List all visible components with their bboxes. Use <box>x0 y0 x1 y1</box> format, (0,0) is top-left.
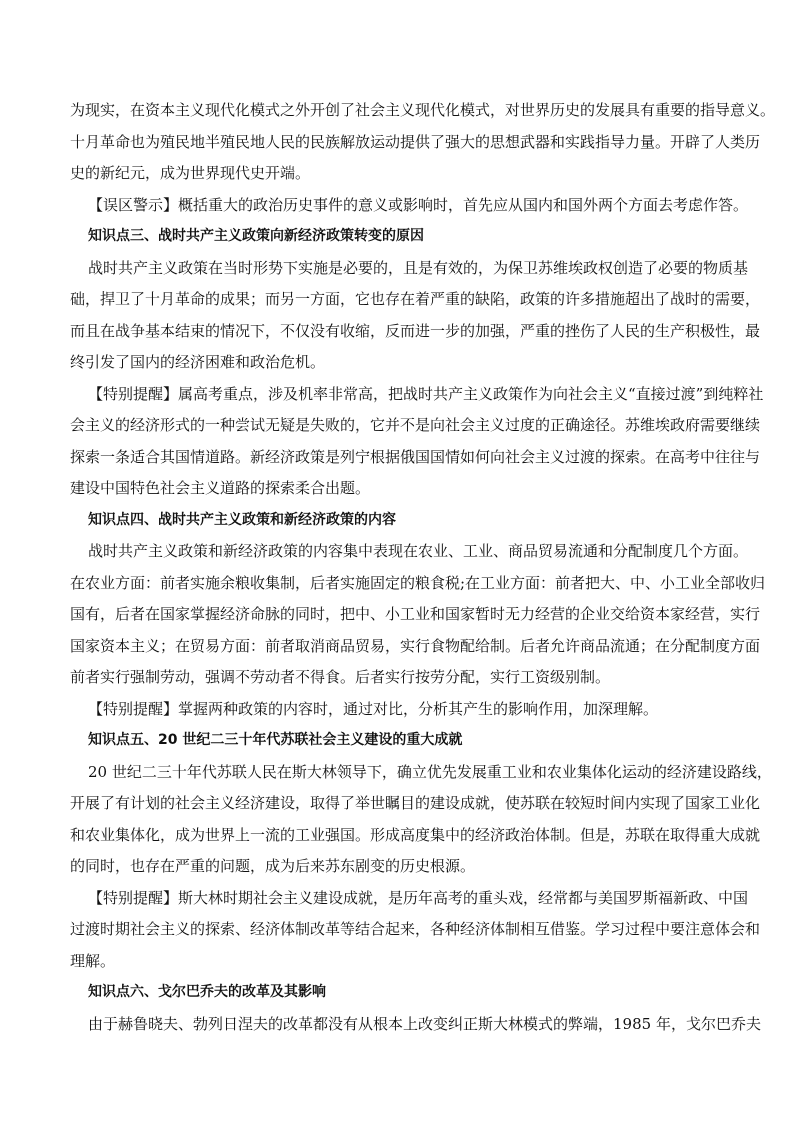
paragraph-line: 终引发了国内的经济困难和政治危机。 <box>70 353 326 371</box>
paragraph-line: 理解。 <box>70 951 116 970</box>
paragraph-line: 战时共产主义政策在当时形势下实施是必要的，且是有效的，为保卫苏维埃政权创造了必要的物质基 <box>88 258 749 277</box>
section-heading: 知识点三、战时共产主义政策向新经济政策转变的原因 <box>88 228 424 244</box>
paragraph-line: 前者实行强制劳动，强调不劳动者不得食。后者实行按劳分配，实行工资级别制。 <box>70 668 611 686</box>
paragraph-line: 国家资本主义；在贸易方面：前者取消商品贸易，实行食物配给制。后者允许商品流通；在分配制度方面 <box>70 636 761 655</box>
paragraph-line: 础，捍卫了十月革命的成果；而另一方面，它也存在着严重的缺陷，政策的许多措施超出了战时的需要， <box>70 290 761 308</box>
paragraph-line: 探索一条适合其国情道路。新经济政策是列宁根据俄国国情如何向社会主义过渡的探索。在高考中往往与 <box>70 447 761 466</box>
paragraph-line: 过渡时期社会主义的探索、经济体制改革等结合起来，各种经济体制相互借鉴。学习过程中要注意体会和 <box>70 920 761 938</box>
document-page <box>70 95 776 1040</box>
paragraph-line: 在农业方面：前者实施余粮收集制，后者实施固定的粮食税;在工业方面：前者把大、中、小工业全部收归 <box>70 573 766 592</box>
paragraph-line: 【特别提醒】属高考重点，涉及机率非常高，把战时共产主义政策作为向社会主义“直接过渡”到纯粹社 <box>88 384 764 403</box>
paragraph-line: 会主义的经济形式的一种尝试无疑是失败的，它并不是向社会主义过度的正确途径。苏维埃政府需要继续 <box>70 416 761 434</box>
section-heading: 知识点六、戈尔巴乔夫的改革及其影响 <box>88 984 326 1000</box>
paragraph-line: 【特别提醒】斯大林时期社会主义建设成就，是历年高考的重头戏，经常都与美国罗斯福新政、中国 <box>88 888 749 907</box>
paragraph-line: 开展了有计划的社会主义经济建设，取得了举世瞩目的建设成就，使苏联在较短时间内实现了国家工业化 <box>70 794 761 812</box>
section-heading: 知识点四、战时共产主义政策和新经济政策的内容 <box>88 511 396 528</box>
paragraph-line: 史的新纪元，成为世界现代史开端。 <box>70 164 311 182</box>
paragraph-line: 的同时，也存在严重的问题，成为后来苏东剧变的历史根源。 <box>70 857 476 875</box>
paragraph-line: 20 世纪二三十年代苏联人民在斯大林领导下，确立优先发展重工业和农业集体化运动的经济建设路线， <box>88 762 772 781</box>
paragraph-line: 战时共产主义政策和新经济政策的内容集中表现在农业、工业、商品贸易流通和分配制度几个方面。 <box>88 542 749 560</box>
paragraph-line: 国有，后者在国家掌握经济命脉的同时，把中、小工业和国家暂时无力经营的企业交给资本家经营，实行 <box>70 605 761 623</box>
paragraph-line: 为现实，在资本主义现代化模式之外开创了社会主义现代化模式，对世界历史的发展具有重要的指导意义。 <box>70 101 776 119</box>
paragraph-line: 【特别提醒】掌握两种政策的内容时，通过对比，分析其产生的影响作用，加深理解。 <box>88 699 659 718</box>
paragraph-line: 而且在战争基本结束的情况下，不仅没有收缩，反而进一步的加强，严重的挫伤了人民的生产积极性，最 <box>70 321 761 340</box>
paragraph-line: 【误区警示】概括重大的政治历史事件的意义或影响时，首先应从国内和国外两个方面去考虑作答。 <box>88 195 749 214</box>
paragraph-line: 建设中国特色社会主义道路的探索柔合出题。 <box>70 479 371 497</box>
section-heading: 知识点五、20 世纪二三十年代苏联社会主义建设的重大成就 <box>88 732 463 748</box>
paragraph-line: 和农业集体化，成为世界上一流的工业强国。形成高度集中的经济政治体制。但是，苏联在取得重大成就 <box>70 825 761 844</box>
paragraph-line: 十月革命也为殖民地半殖民地人民的民族解放运动提供了强大的思想武器和实践指导力量。开辟了人类历 <box>70 132 761 151</box>
paragraph-line: 由于赫鲁晓夫、勃列日涅夫的改革都没有从根本上改变纠正斯大林模式的弊端，1985 年，戈尔巴乔夫 <box>88 1014 761 1033</box>
